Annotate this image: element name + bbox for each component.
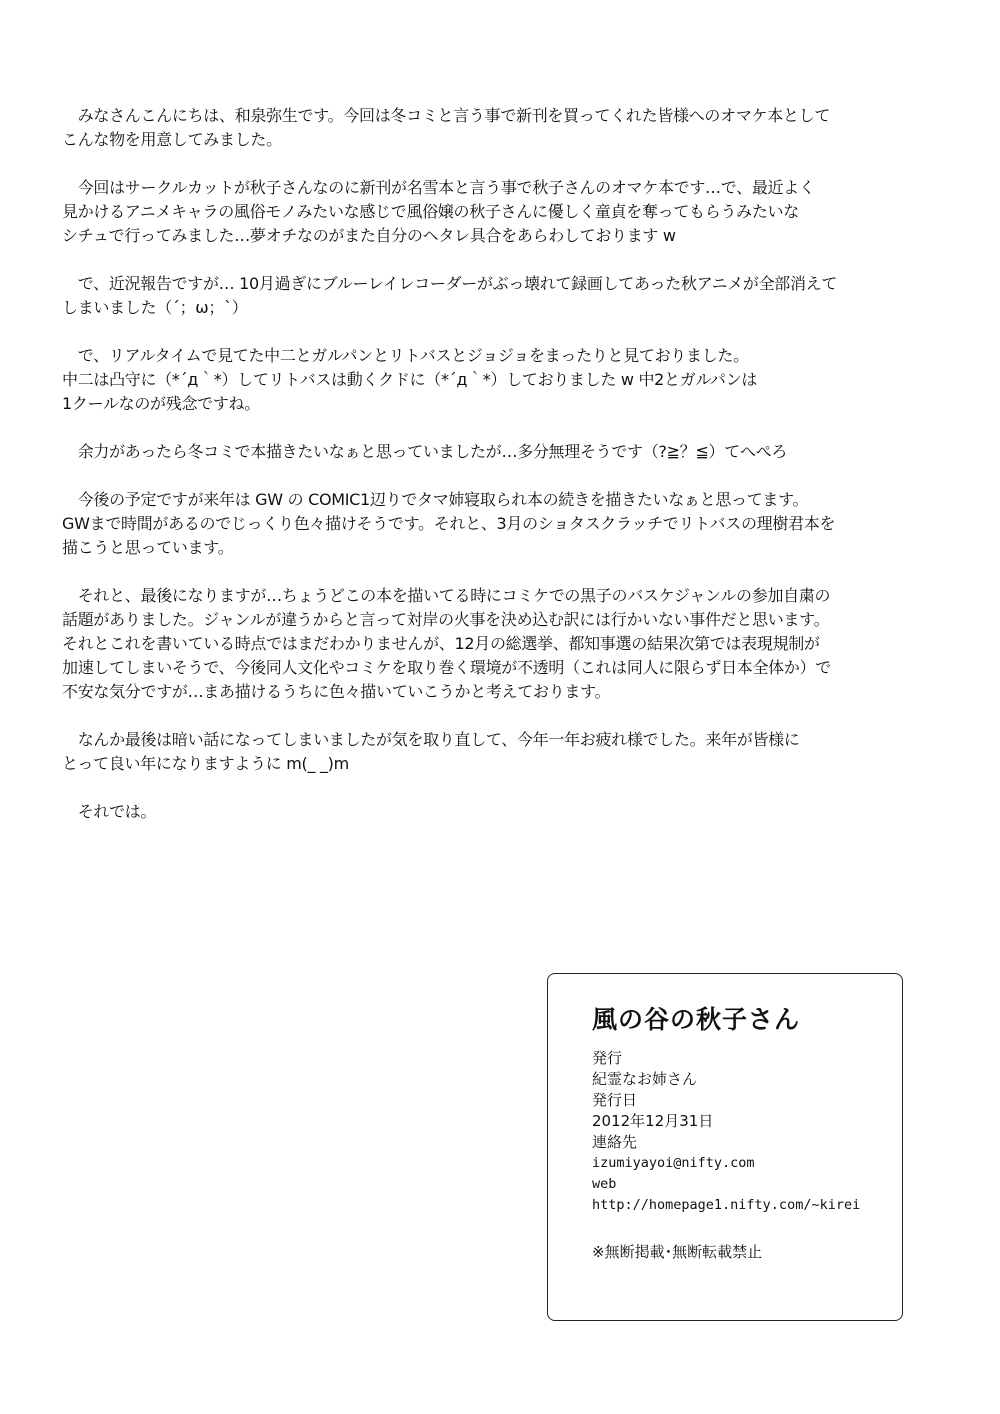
text-line: 中二は凸守に（*´д｀*）してリトバスは動くクドに（*´д｀*）しておりました w 中2とガルパンは xyxy=(62,370,758,389)
paragraph-recent-news xyxy=(62,272,942,320)
paragraph-anime xyxy=(62,344,942,416)
text-line: 今後の予定ですが来年は GW の COMIC1辺りでタマ姉寝取られ本の続きを描きたいなぁと思ってます。 xyxy=(62,490,809,509)
paragraph-book-intro xyxy=(62,176,942,248)
paragraph-signoff xyxy=(62,800,942,824)
book-title: 風の谷の秋子さん xyxy=(592,1005,801,1034)
paragraph-winter-comiket xyxy=(62,440,942,464)
text-line: で、近況報告ですが… 10月過ぎにブルーレイレコーダーがぶっ壊れて録画してあった秋アニメが全部消えて xyxy=(62,274,838,293)
text-line: GWまで時間があるのでじっくり色々描けそうです。それと、3月のショタスクラッチでリトバスの理樹君本を xyxy=(62,514,836,533)
paragraph-year-end xyxy=(62,728,942,776)
web-label: web xyxy=(592,1176,617,1192)
website-url: http://homepage1.nifty.com/~kirei xyxy=(592,1197,861,1213)
paragraph-closing-topic xyxy=(62,584,942,704)
text-line: それとこれを書いている時点ではまだわかりませんが、12月の総選挙、都知事選の結果次第では表現規制が xyxy=(62,634,820,653)
text-line: それでは。 xyxy=(62,802,157,821)
colophon-box xyxy=(547,973,903,1321)
text-line: 加速してしまいそうで、今後同人文化やコミケを取り巻く環境が不透明（これは同人に限らず日本全体か）で xyxy=(62,658,831,677)
text-line: こんな物を用意してみました。 xyxy=(62,130,282,149)
text-line: 話題がありました。ジャンルが違うからと言って対岸の火事を決め込む訳には行かいない事件だと思います。 xyxy=(62,610,830,629)
text-line: なんか最後は暗い話になってしまいましたが気を取り直して、今年一年お疲れ様でした。来年が皆様に xyxy=(62,730,800,749)
date-label: 発行日 xyxy=(592,1091,638,1109)
copyright-notice: ※無断掲載･無断転載禁止 xyxy=(592,1243,763,1261)
publisher-name: 紀霊なお姉さん xyxy=(592,1070,698,1088)
contact-label: 連絡先 xyxy=(592,1133,638,1151)
text-line: 不安な気分ですが…まあ描けるうちに色々描いていこうかと考えております。 xyxy=(62,682,611,701)
text-line: 今回はサークルカットが秋子さんなのに新刊が名雪本と言う事で秋子さんのオマケ本です…で、最近よく xyxy=(62,178,815,197)
text-line: で、リアルタイムで見てた中二とガルパンとリトバスとジョジョをまったりと見ておりました。 xyxy=(62,346,749,365)
colophon-details xyxy=(592,1048,860,1216)
text-line: とって良い年になりますように m(_ _)m xyxy=(62,754,349,773)
publish-date: 2012年12月31日 xyxy=(592,1112,714,1130)
text-line: それと、最後になりますが…ちょうどこの本を描いてる時にコミケでの黒子のバスケジャンルの参加自粛の xyxy=(62,586,831,605)
text-line: 見かけるアニメキャラの風俗モノみたいな感じで風俗嬢の秋子さんに優しく童貞を奪ってもらうみたいな xyxy=(62,202,799,221)
text-line: シチュで行ってみました…夢オチなのがまた自分のヘタレ具合をあらわしております w xyxy=(62,226,676,245)
afterword-text xyxy=(62,104,942,848)
text-line: みなさんこんにちは、和泉弥生です。今回は冬コミと言う事で新刊を買ってくれた皆様へのオマケ本として xyxy=(62,106,831,125)
publisher-label: 発行 xyxy=(592,1049,623,1067)
text-line: しまいました（´；ω；`） xyxy=(62,298,248,317)
contact-email: izumiyayoi@nifty.com xyxy=(592,1155,755,1171)
paragraph-greeting xyxy=(62,104,942,152)
text-line: 描こうと思っています。 xyxy=(62,538,234,557)
paragraph-future-plans xyxy=(62,488,942,560)
text-line: 余力があったら冬コミで本描きたいなぁと思っていましたが…多分無理そうです（?≧？≦）てへぺろ xyxy=(62,442,788,461)
text-line: 1クールなのが残念ですね。 xyxy=(62,394,260,413)
